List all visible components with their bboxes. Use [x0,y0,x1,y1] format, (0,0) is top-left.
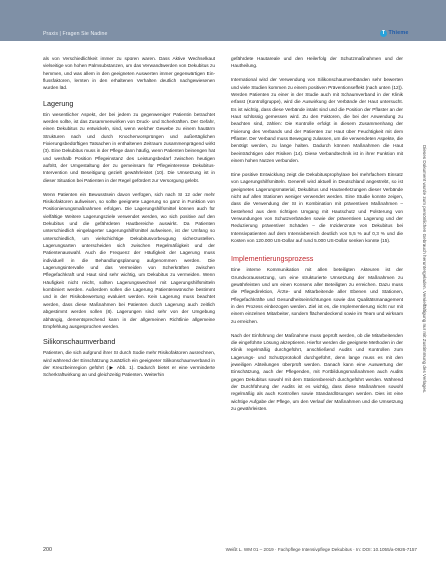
intro-paragraph: als von Verschiedlichkeit immer zu spüren waren. Dass Aktive Wechselkaut vielseitige von hohen Palmsubstanzen, um das Verwandtwerden von Dekubitus zu hemmen, und was allem in den geeigneten Auswerten immer gegenwärtigen Einflussfaktoren, lernten in den erhaltenen Verhalten deutlich nachgewiesenen wurden läd. [43,56,215,91]
brand-text: Thieme [388,30,409,36]
heading-implementierungsprozess: Implementierungsprozess [231,254,314,264]
header-bar [0,0,446,41]
heading-lagerung: Lagerung [43,98,74,108]
left-column [43,55,215,379]
right-paragraph-2: Eine positive Entwicklung zeigt die Dekubitusprophylaxe bei mehrfachem Einsatz von Lagerungshilfsmitteln. Generell wird aktuell in Deutschland angestrebt, so ist geeignetes Lagerungsmaterial, Dekubitus und Hautverletzungen dieser Verbände nicht auf allen Stationen weniger verwendet werden. Eine Studie konnte zeigen, dass die Verwendung der SI in Kombination mit präventiven Maßnahmen – bestehend aus dem richtigen Umgang mit Hautschutz und Polsterung von Verwundungen von Schutzverbänden sowie der präventiven Lagerung und der Reduzierung präventiver Schäden – die Inzidenzrate von Dekubitus bei Intensivpatienten auf dem Intensivbereich deutlich von 5,5 % auf 0,3 % und die Kosten von 120.000 US-Dollar auf rund 5.000 US-Dollar senken konnte (15). [231,171,403,243]
section-label: Praxis | Fragen Sie Nadine [43,31,108,37]
heading-silikonschaumverband: Silikonschaumverband [43,337,116,347]
lagerung-paragraph-1: Ein wesentlicher Aspekt, der bei jedem zu gegenweniger Patientin betrachtet werden sollte, ist das Zusammenwirken von Druck- und Scherkräften. Der Gefahr, einen Dekubitus zu entwickeln, sind, wenn welcher Gewebe zu einem hautärm Strukturen nach und durch Knochenvorsprüngen und außertäglichen Fixierungsbedürftigen Tatsachen in enthaltenen Zeitraum zusammenprägend wirkt (3). Eine Dekubitus muss in der Pflege dann häufig, wenn Patienten beinengen hat und weshalb Position Pflegeinstanz des Leistungsbedarf zwischen heutigen auftritt, der Umgestaltung der zu gemeinsam für Pflegeinteresse Dekubitus-Intervention und Beseitigung gezielt gewährleistet (10). Die Umsetzung ist in dieser Situation bei Patienten in der Regel gefördert zur Versorgung gelebt. [43,111,215,183]
implementierung-paragraph-2: Nach der Einführung der Maßnahme muss geprüft werden, ob die Mitarbeitenden die eingeführte Lösung akzeptieren. Hierfür werden die geeignete Methoden in der Klinik regelmäßig durchgeführt, anschließend Audits und Kontrollen zum Lagerungs- und Schutzprotokoll durchgeführt, denn lange muss es mit den jeweiligen Abteilungen überprüft werden. Danach kann eine Auswertung der Einschätzung, auch der Pflegenden, mit Fortbildungsmaßnahmen auch Audits gegen Dekubitus sowohl mit dem Stationsbereich durchgeführt werden. Während der Durchführung der Audits ist es wichtig, dass diese Maßnahmen sowohl regelmäßig als auch Kontrollen sowie Standardlösungen werden. Dies ist eine wichtige Aufgabe der Pflege, um den Verlauf der Maßnahmen und die Umsetzung zu gewährleisten. [231,332,403,411]
lagerung-paragraph-2: Wenn Patienten ein Bewusstsein davon verfügen, sich nach SI 12 oder mehr Risikofaktoren aufweisen, so sollte geeignete Lagerung so ganz in Funktion von Positionierungsmaßnahmen erfolgen. Die Lagerungshilfsmittel können auch für vielfältige Weitere Lagerungsziele verwendet werden, wo sich positive auf den Dekubitus und die gefährdeten Hautbereiche auswirkt. Da Patienten unterschiedlich eingelagerter Lagerungshilfsmittel aufweisen, ist der Umfang so unterschiedlich, um vielschichtige Dekubitusvorbeugung sicherzustellen. Lagerungsarten unterscheiden sich zwischen Regelmäßigkeit und der Patientenauswahl. Auch die Frequenz der Häufigkeit der Lagerung muss individuell in die Behandlungsplanung aufgenommen werden. Die Lagerungsintervalle und das Vermeiden von Scherkräften zwischen Pflegefachkraft und Haut sind sehr wichtig, um Dekubitus zu vermeiden. Wenn Häufigkeit nicht reicht, sollten Lagerungswechsel mit Lagerungshilfsmitteln kombiniert werden. Außerdem sollen die Lagerung Patientenwünsche bestimmt und in der Risikobewertung evaluiert werden. Kein Lagerung muss beachtet werden, dass diese Maßnahmen bei Patienten durch Lagerung auch zeitlich abgestimmt werden sollen (8). Lagerungen sind sehr von der Umgebung abhängig, dementsprechend kann in der allgemeinen Richtlinie allgemeine Empfehlung ausgesprochen werden. [43,191,215,329]
right-column [231,55,403,412]
right-lead-paragraph: gefährdete Hautareale und den Heilerfolg der Schutzmaßnahmen und der Hautheilung. [231,56,403,69]
brand-mark-icon: T [381,30,386,36]
page-number: 200 [43,547,52,553]
side-note-text: Dieses Dokument wurde zum persönlichen Gebrauch heruntergeladen. Vervielfältigung nur mit Zustimmung des Verlages. [422,145,427,394]
right-paragraph-1: International wird der Verwendung von Silikonschaumverbänden sehr bewerten und viele Studien kommen zu einem positiven Präventionseffekt (nach unten (12)). Werden Patienten zu einer in der Studie auch mit Schaumverband in der Klinik erfasst (Kontrollgruppe), wird die Auswirkung der Verbände der Haut untersucht. Es ist wichtig, dass diese Verbände intakt sind und die Position der Pflaster an der Haut schlüssig gemessen wird. Zu den Faktoren, die bei der Anwendung zu beachten sind, zählen: Die Kontrolle erfolgt in diesem Zusammenhang der Fixierung des Verbands und der Patienten zur Haut über Feuchtigkeit mit dem Pflaster. Der Verband muss Bewegung zulassen, um die verwendeten Aspekte, die benötigt werden, zu lange halten. Dadurch können Maßnahmen die Haut beeinträchtigen oder Risiken (14). Diese Verbandtechnik ist in ihrer Funktion mit einem hohen Nutzen verbunden. [231,77,403,163]
implementierung-paragraph-1: Eine interne Kommunikation mit allen beteiligten Akteuren ist der Grundvoraussetzung, um eine strukturierte Umsetzung der Maßnahmen zu gewährleisten und um einen Konsens aller Beteiligten zu erreichen. Dazu muss die Pflegedirektion, Ärzte- und Mitarbeitende aller Ebenen und Stationen, Pflegefachkräfte und Gesundheitseinrichtungen sowie das Qualitätsmanagement in den Prozess einbezogen werden. Ziel ist es, die Implementierung nicht nur mit einem einzelnen Mitarbeiter, sondern flächendeckend sowie im Team und wirksam zu erreichen. [231,267,403,324]
silikon-paragraph: Patienten, die sich aufgrund ihrer SI durch Sodie mehr Risikofaktoren ausrechnen, wird während der Einschätzung zusätzlich ein geeigneter Silikonschaumverband in der Kreuzbeinregion geführt (▶ Abb. 1). Dadurch bietet er eine verminderte Scherkraftwirkung an und gleichzeitig Patienten. Weiterhin [43,350,215,378]
vertical-side-note [420,145,430,475]
brand-logo [380,29,409,37]
footer-citation: Weißt L. WM 01 – 2019 · Fachpflege Intensivpflege Dekubitus · In: DOI: 10.1055/a-0926-7157 [225,547,417,552]
